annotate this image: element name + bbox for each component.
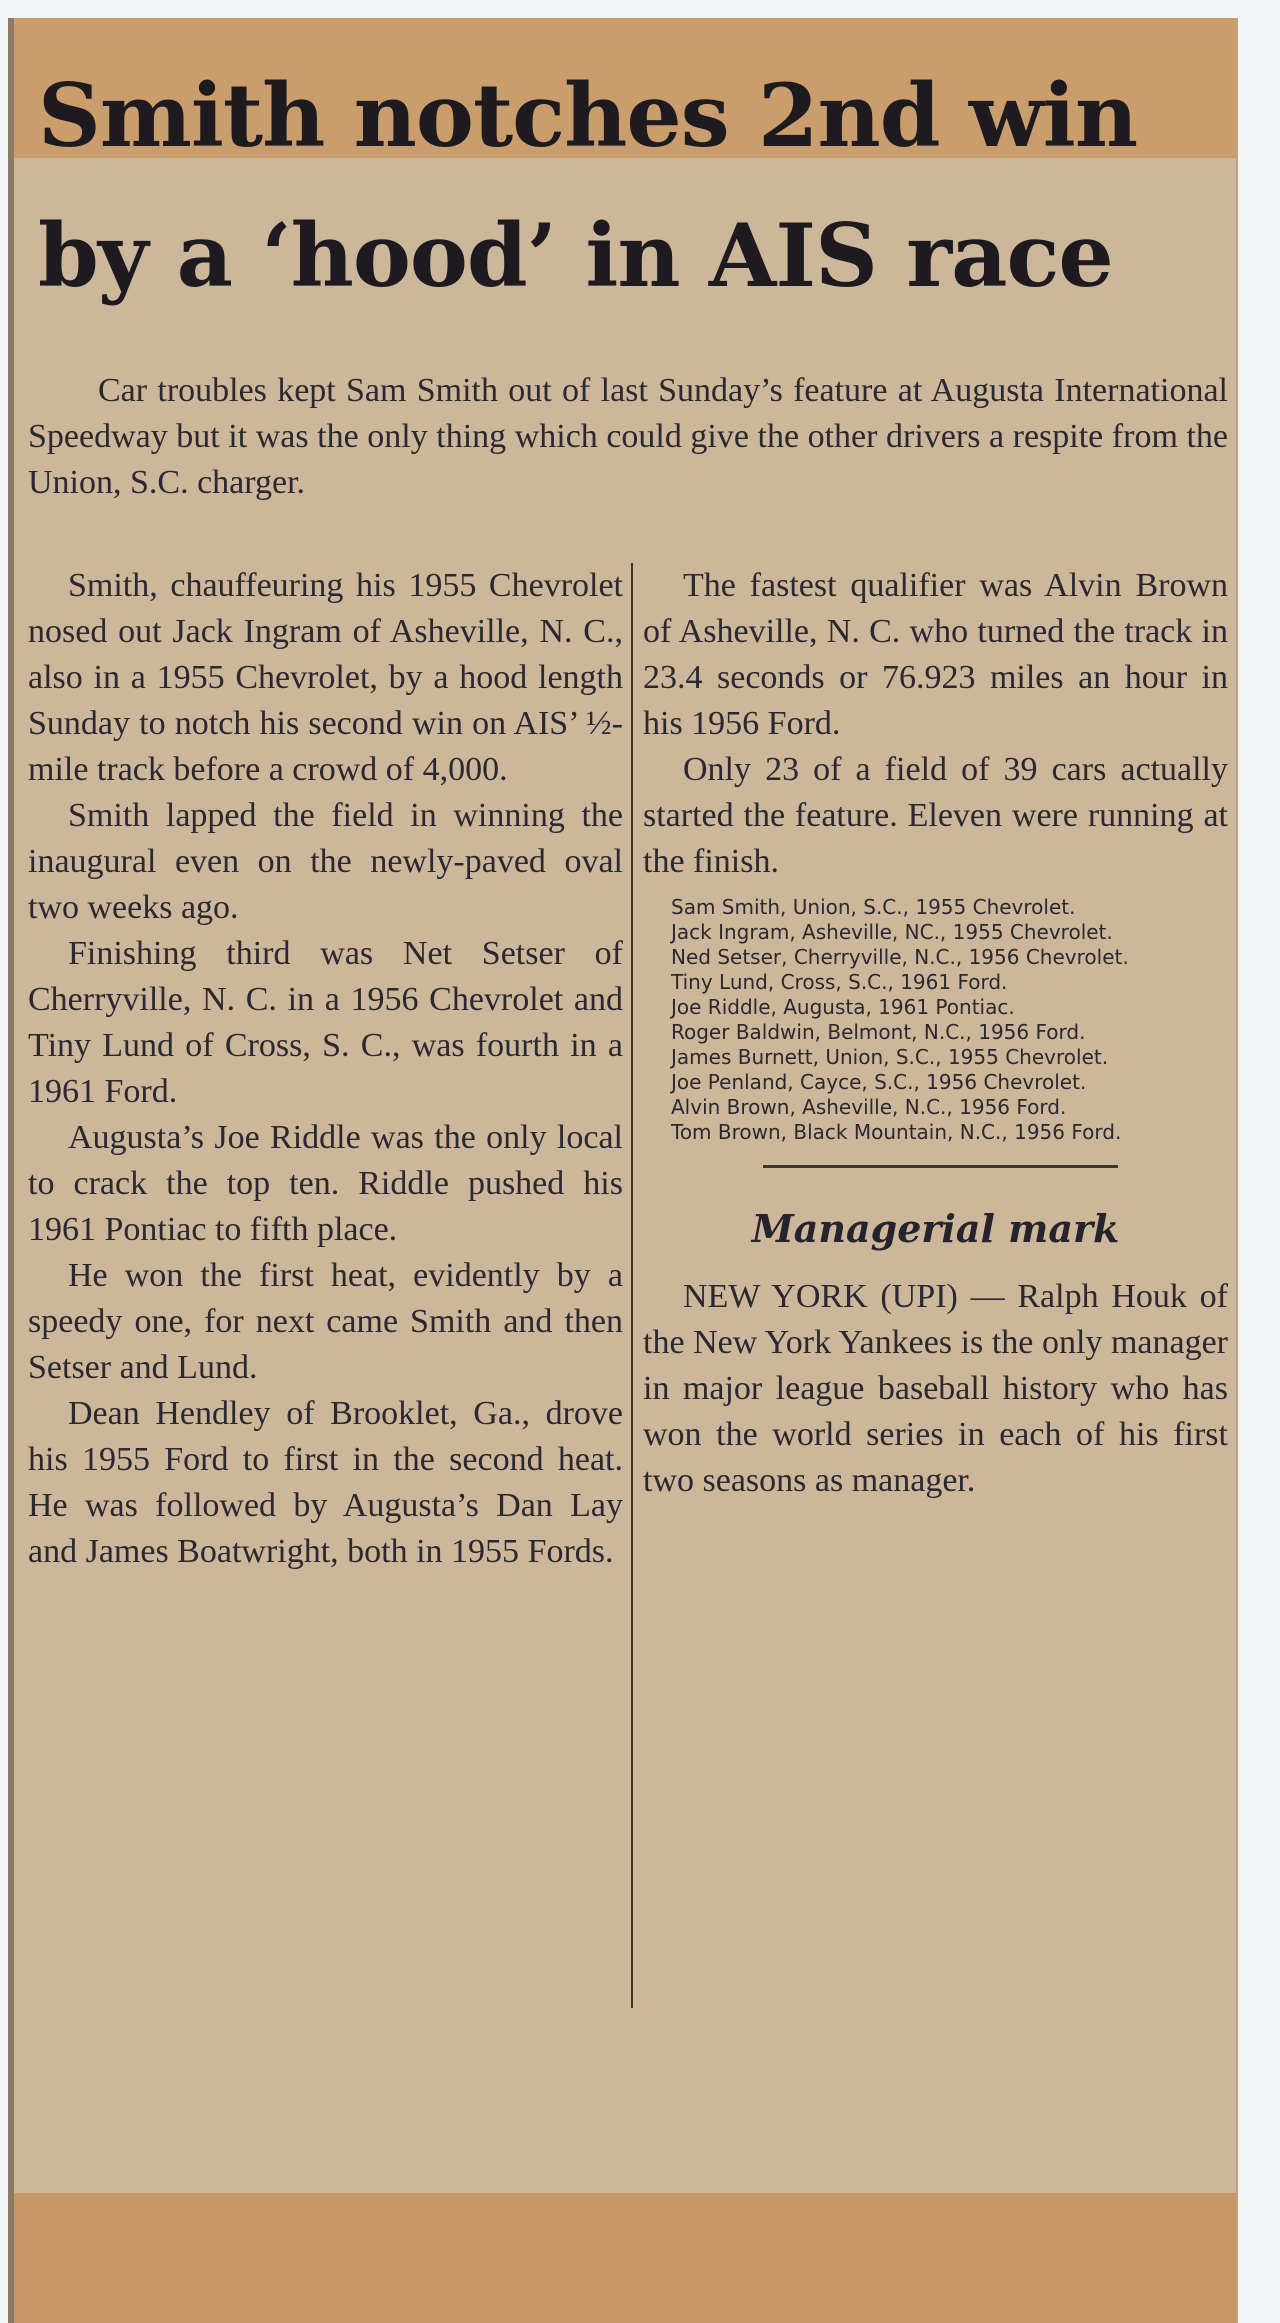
headline-line-2: by a ‘hood’ in AIS race — [38, 204, 1113, 307]
paragraph: The fastest qualifier was Alvin Brown of Asheville, N. C. who turned the track in 23.4 seconds or 76.923 miles an hour in his 1956 Ford. — [643, 567, 1228, 742]
left-column — [28, 563, 623, 1575]
result-item: Tiny Lund, Cross, S.C., 1961 Ford. — [671, 970, 1008, 994]
tape-bottom — [8, 2193, 1236, 2323]
result-item: Jack Ingram, Asheville, NC., 1955 Chevrolet. — [671, 920, 1113, 944]
section-divider — [763, 1165, 1118, 1168]
paragraph: He won the first heat, evidently by a speedy one, for next came Smith and then Setser and Lund. — [28, 1257, 623, 1386]
newspaper-clipping — [8, 18, 1236, 2323]
paragraph: Finishing third was Net Setser of Cherryville, N. C. in a 1956 Chevrolet and Tiny Lund of Cross, S. C., was fourth in a 1961 Ford. — [28, 935, 623, 1110]
paragraph: Smith, chauffeuring his 1955 Chevrolet nosed out Jack Ingram of Asheville, N. C., also in a 1955 Chevrolet, by a hood length Sunday to notch his second win on AIS’ ½-mile track before a crowd of 4,000. — [28, 567, 623, 788]
result-item: Roger Baldwin, Belmont, N.C., 1956 Ford. — [671, 1020, 1086, 1044]
result-item: James Burnett, Union, S.C., 1955 Chevrolet. — [671, 1045, 1109, 1069]
result-item: Joe Riddle, Augusta, 1961 Pontiac. — [671, 995, 1015, 1019]
column-rule — [631, 563, 633, 2008]
lead-paragraph: Car troubles kept Sam Smith out of last Sunday’s feature at Augusta International Speedway but it was the only thing which could give the other drivers a respite from the Union, S.C. charger. — [28, 372, 1228, 501]
paragraph: Augusta’s Joe Riddle was the only local to crack the top ten. Riddle pushed his 1961 Pontiac to fifth place. — [28, 1119, 623, 1248]
result-item: Alvin Brown, Asheville, N.C., 1956 Ford. — [671, 1095, 1067, 1119]
headline-line-1: Smith notches 2nd win — [38, 64, 1138, 167]
paragraph: Dean Hendley of Brooklet, Ga., drove his 1955 Ford to first in the second heat. He was followed by Augusta’s Dan Lay and James Boatwright, both in 1955 Fords. — [28, 1395, 623, 1570]
result-item: Tom Brown, Black Mountain, N.C., 1956 Ford. — [671, 1120, 1122, 1144]
clipping-edge — [8, 18, 14, 2323]
result-item: Ned Setser, Cherryville, N.C., 1956 Chevrolet. — [671, 945, 1129, 969]
race-results-list — [643, 895, 1228, 1145]
sidebar-title: Managerial mark — [751, 1206, 1120, 1251]
result-item: Sam Smith, Union, S.C., 1955 Chevrolet. — [671, 895, 1076, 919]
result-item: Joe Penland, Cayce, S.C., 1956 Chevrolet. — [671, 1070, 1087, 1094]
sidebar-paragraph: NEW YORK (UPI) — Ralph Houk of the New York Yankees is the only manager in major league baseball history who has won the world series in each of his first two seasons as manager. — [643, 1278, 1228, 1499]
headline — [38, 46, 1218, 326]
paragraph: Smith lapped the field in winning the inaugural even on the newly-paved oval two weeks ago. — [28, 797, 623, 926]
right-column — [643, 563, 1228, 1504]
paragraph: Only 23 of a field of 39 cars actually started the feature. Eleven were running at the finish. — [643, 751, 1228, 880]
